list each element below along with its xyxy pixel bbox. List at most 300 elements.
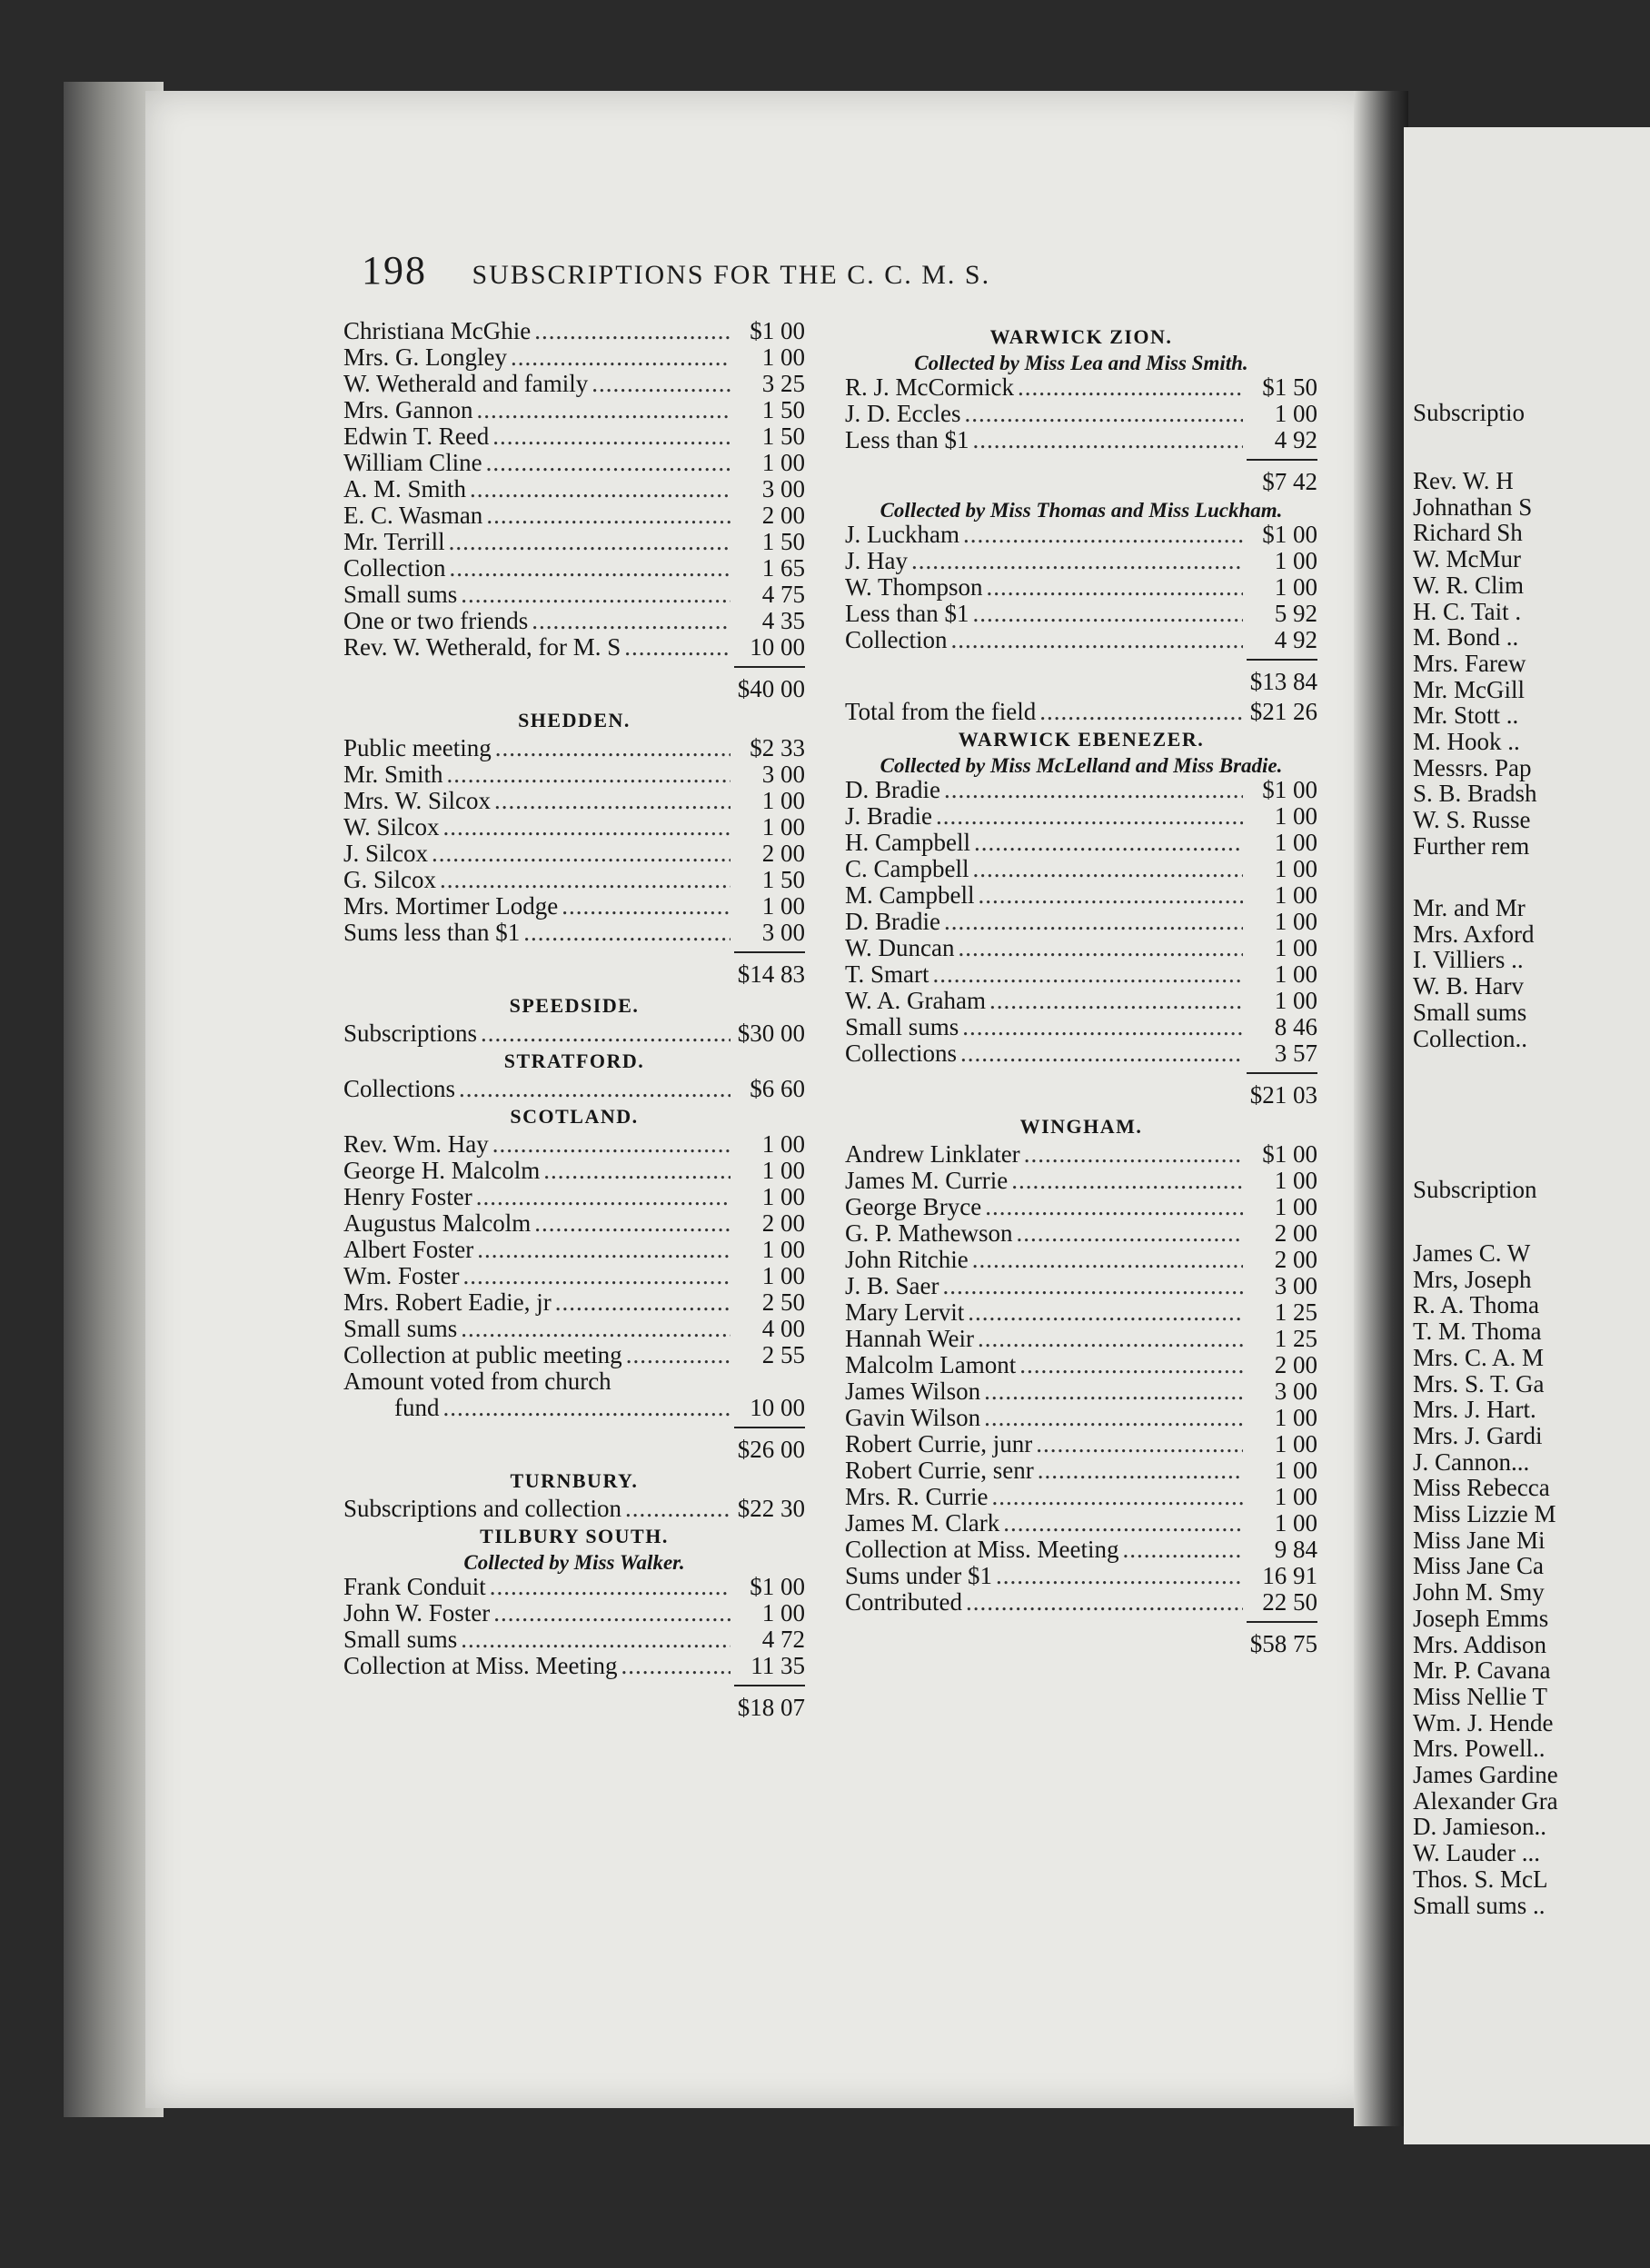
entry-row: [845, 961, 1317, 988]
leader-dots: [477, 397, 731, 423]
leader-dots: [486, 450, 731, 476]
entry-amount: 3 00: [761, 919, 805, 946]
subtotal-amount: $40 00: [737, 675, 805, 702]
entry-amount: 5 92: [1274, 600, 1317, 627]
entry-amount: 2 00: [761, 840, 805, 867]
entry-name: Mrs. R. Currie: [845, 1483, 989, 1510]
entry-amount: 22 50: [1262, 1588, 1317, 1616]
entry-amount: 4 92: [1274, 426, 1317, 453]
right-page-line: Mr. P. Cavana: [1413, 1656, 1551, 1685]
entry-row: [343, 920, 805, 946]
entry-amount: 1 00: [1274, 934, 1317, 961]
entry-name: Collection: [845, 626, 948, 653]
leader-dots: [962, 1014, 1243, 1040]
right-page-line: Wm. J. Hende: [1413, 1708, 1554, 1736]
leader-dots: [960, 1040, 1243, 1067]
right-page-line: Miss Rebecca: [1413, 1474, 1550, 1502]
entry-name: Albert Foster: [343, 1236, 474, 1263]
entry-name: Contributed: [845, 1588, 962, 1616]
subtotal-amount: $7 42: [1262, 468, 1317, 495]
right-page-line: Mrs, Joseph: [1413, 1265, 1532, 1293]
entry-amount: 1 00: [761, 787, 805, 814]
right-page-line: John M. Smy: [1413, 1578, 1545, 1606]
right-page-line: Mrs. J. Gardi: [1413, 1421, 1543, 1449]
entry-name: G. P. Mathewson: [845, 1219, 1013, 1247]
entry-name: Small sums: [343, 1626, 458, 1653]
section-heading: STRATFORD.: [503, 1049, 645, 1072]
entry-name: Small sums: [343, 1315, 458, 1342]
entry-name: Rev. W. Wetherald, for M. S: [343, 633, 621, 661]
entry-amount: $1 00: [1262, 521, 1317, 548]
leader-dots: [461, 1626, 731, 1653]
section-heading: SHEDDEN.: [518, 709, 631, 731]
leader-dots: [987, 574, 1243, 601]
entry-name: Mrs. G. Longley: [343, 343, 507, 371]
leader-dots: [932, 961, 1243, 988]
entry-name: Collection at public meeting: [343, 1341, 622, 1368]
total-rule: [1247, 659, 1317, 666]
entry-row: [343, 867, 805, 893]
leader-dots: [492, 423, 731, 450]
entry-row: [845, 1273, 1317, 1299]
entry-row: [343, 1368, 805, 1395]
subtotal-amount: $13 84: [1249, 668, 1317, 695]
entry-amount: 1 50: [761, 528, 805, 555]
leader-dots: [944, 777, 1243, 803]
entry-name: Subscriptions and collection: [343, 1495, 621, 1522]
entry-row: [845, 1484, 1317, 1510]
entry-row: [845, 1299, 1317, 1326]
entry-name: Public meeting: [343, 734, 492, 761]
leader-dots: [972, 427, 1243, 453]
entry-row: [343, 1496, 805, 1522]
right-page-line: Small sums ..: [1413, 1891, 1546, 1919]
entry-name: H. Campbell: [845, 829, 970, 856]
entry-row: [845, 1378, 1317, 1405]
entry-row: [343, 1600, 805, 1626]
leader-dots: [481, 1020, 731, 1047]
entry-amount: 1 00: [1274, 987, 1317, 1014]
leader-dots: [625, 1496, 731, 1522]
leader-dots: [1017, 1220, 1243, 1247]
entry-name: W. Silcox: [343, 813, 440, 841]
entry-row: [343, 1574, 805, 1600]
leader-dots: [1003, 1510, 1243, 1537]
entry-amount: 1 00: [1274, 1430, 1317, 1457]
entry-row: [845, 1563, 1317, 1589]
entry-name: Total from the field: [845, 698, 1037, 725]
leader-dots: [486, 502, 731, 529]
right-page-line: T. M. Thoma: [1413, 1318, 1542, 1346]
entry-name: J. B. Saer: [845, 1272, 939, 1299]
leader-dots: [532, 608, 731, 634]
entry-name: D. Bradie: [845, 776, 940, 803]
entry-amount: 1 00: [761, 1236, 805, 1263]
right-page-line: Mrs. C. A. M: [1413, 1343, 1545, 1371]
entry-amount: $1 00: [1262, 776, 1317, 803]
entry-row: [343, 1076, 805, 1102]
entry-row: [845, 1141, 1317, 1168]
subtotal-amount: $14 83: [737, 960, 805, 988]
entry-name: Edwin T. Reed: [343, 423, 490, 450]
entry-name: W. A. Graham: [845, 987, 986, 1014]
entry-amount: 3 57: [1274, 1040, 1317, 1067]
entry-amount: 1 50: [761, 396, 805, 423]
leader-dots: [989, 988, 1243, 1014]
entry-amount: 1 00: [761, 892, 805, 920]
leader-dots: [943, 1273, 1244, 1299]
entry-amount: 4 35: [761, 607, 805, 634]
entry-amount: 2 00: [761, 1209, 805, 1237]
leader-dots: [494, 788, 731, 814]
right-page-line: Richard Sh: [1413, 519, 1523, 547]
entry-amount: 1 00: [1274, 547, 1317, 574]
leader-dots: [958, 935, 1243, 961]
entry-row: [343, 371, 805, 397]
right-page-line: Joseph Emms: [1413, 1604, 1549, 1632]
entry-name: Small sums: [845, 1013, 959, 1040]
entry-row: [343, 1210, 805, 1237]
right-page-line: H. C. Tait .: [1413, 597, 1522, 625]
entry-name: Collections: [343, 1075, 455, 1102]
section-heading: SCOTLAND.: [510, 1105, 639, 1128]
leader-dots: [447, 761, 731, 788]
entry-row: [845, 522, 1317, 548]
entry-row: [845, 401, 1317, 427]
leader-dots: [974, 830, 1243, 856]
entry-name: Sums under $1: [845, 1562, 992, 1589]
entry-amount: 1 50: [761, 423, 805, 450]
entry-row: [343, 476, 805, 502]
leader-dots: [963, 522, 1243, 548]
entry-amount: 4 92: [1274, 626, 1317, 653]
entry-amount: 1 65: [761, 554, 805, 582]
entry-amount: 1 00: [761, 343, 805, 371]
leader-dots: [477, 1237, 731, 1263]
entry-name: James Wilson: [845, 1378, 981, 1405]
right-page-line: Miss Lizzie M: [1413, 1500, 1556, 1527]
entry-amount: 3 00: [1274, 1378, 1317, 1405]
entry-name: James M. Clark: [845, 1509, 1000, 1537]
entry-row: [343, 502, 805, 529]
entry-row: [845, 1352, 1317, 1378]
entry-row: [343, 1237, 805, 1263]
right-page-line: W. McMur: [1413, 545, 1521, 573]
right-page-line: Mrs. S. T. Ga: [1413, 1369, 1545, 1398]
entry-row: [845, 699, 1317, 725]
leader-dots: [440, 867, 731, 893]
entry-amount: 1 00: [761, 1183, 805, 1210]
page-number: 198: [362, 248, 427, 293]
total-rule: [1247, 1072, 1317, 1079]
entry-name: Frank Conduit: [343, 1573, 486, 1600]
entry-amount: 2 55: [761, 1341, 805, 1368]
entry-name: Gavin Wilson: [845, 1404, 981, 1431]
entry-amount: 1 00: [761, 1599, 805, 1626]
leader-dots: [449, 529, 731, 555]
entry-name: Collection at Miss. Meeting: [343, 1652, 618, 1679]
entry-name: W. Thompson: [845, 573, 983, 601]
entry-amount: 3 00: [1274, 1272, 1317, 1299]
right-page-line: I. Villiers ..: [1413, 946, 1524, 974]
leader-dots: [1122, 1537, 1243, 1563]
entry-row: [845, 1168, 1317, 1194]
entry-name: James M. Currie: [845, 1167, 1009, 1194]
entry-row: [343, 582, 805, 608]
entry-amount: 1 00: [1274, 1483, 1317, 1510]
right-page-line: Thos. S. McL: [1413, 1865, 1548, 1893]
leader-dots: [626, 1342, 731, 1368]
entry-name: Less than $1: [845, 426, 969, 453]
entry-name: Collections: [845, 1040, 957, 1067]
entry-row: [845, 427, 1317, 453]
entry-row: [343, 893, 805, 920]
entry-amount: 1 00: [1274, 829, 1317, 856]
leader-dots: [562, 893, 731, 920]
leader-dots: [911, 548, 1243, 574]
leader-dots: [534, 1210, 731, 1237]
entry-name: J. Luckham: [845, 521, 959, 548]
entry-name: Mrs. W. Silcox: [343, 787, 492, 814]
right-page-line: J. Cannon...: [1413, 1447, 1530, 1476]
entry-name: C. Campbell: [845, 855, 969, 882]
leader-dots: [1039, 699, 1243, 725]
leader-dots: [523, 920, 731, 946]
entry-amount: 1 00: [761, 449, 805, 476]
entry-amount: $1 00: [1262, 1140, 1317, 1168]
entry-amount: 1 00: [1274, 1404, 1317, 1431]
leader-dots: [492, 1131, 731, 1158]
total-rule: [734, 951, 805, 959]
leader-dots: [461, 582, 731, 608]
entry-name: William Cline: [343, 449, 482, 476]
entry-name: John Ritchie: [845, 1246, 969, 1273]
middle-column: [845, 323, 1317, 1661]
page-header: [362, 247, 1270, 293]
entry-name: J. D. Eccles: [845, 400, 961, 427]
right-page-line: M. Hook ..: [1413, 728, 1520, 755]
entry-name: G. Silcox: [343, 866, 437, 893]
leader-dots: [1024, 1141, 1243, 1168]
section-heading: TILBURY SOUTH.: [480, 1525, 669, 1547]
entry-name: Mrs. Robert Eadie, jr: [343, 1288, 552, 1316]
leader-dots: [1018, 374, 1243, 401]
entry-amount: 1 25: [1274, 1298, 1317, 1326]
entry-amount: 1 25: [1274, 1325, 1317, 1352]
entry-name: George H. Malcolm: [343, 1157, 541, 1184]
entry-row: [343, 634, 805, 661]
leader-dots: [495, 735, 731, 761]
entry-amount: 1 00: [1274, 908, 1317, 935]
entry-name: R. J. McCormick: [845, 373, 1014, 401]
entry-row: [845, 803, 1317, 830]
entry-row: [343, 608, 805, 634]
entry-row: [343, 397, 805, 423]
entry-row: [845, 574, 1317, 601]
entry-row: [343, 1342, 805, 1368]
entry-row: [845, 882, 1317, 909]
leader-dots: [1019, 1352, 1243, 1378]
entry-amount: 1 00: [1274, 960, 1317, 988]
right-page-line: Further rem: [1413, 831, 1530, 860]
entry-amount: 11 35: [750, 1652, 805, 1679]
right-page-line: Mrs. Axford: [1413, 920, 1535, 948]
entry-amount: $6 60: [750, 1075, 805, 1102]
entry-name: A. M. Smith: [343, 475, 467, 502]
right-page-line: Rev. W. H: [1413, 467, 1514, 494]
collector-note: Collected by Miss Walker.: [463, 1551, 685, 1574]
entry-amount: 4 72: [761, 1626, 805, 1653]
entry-row: [845, 1537, 1317, 1563]
entry-name: Subscriptions: [343, 1020, 478, 1047]
entry-amount: 3 00: [761, 475, 805, 502]
entry-row: [845, 830, 1317, 856]
entry-amount: $1 50: [1262, 373, 1317, 401]
right-page-line: Mrs. J. Hart.: [1413, 1396, 1536, 1424]
entry-amount: 1 00: [1274, 573, 1317, 601]
right-page-line: Mr. McGill: [1413, 675, 1526, 703]
right-page-line: Messrs. Pap: [1413, 753, 1532, 781]
right-page-line: Mr. and Mr: [1413, 894, 1526, 921]
entry-name: fund: [394, 1394, 440, 1421]
entry-row: [845, 856, 1317, 882]
right-page-line: Johnathan S: [1413, 492, 1533, 521]
entry-amount: 1 00: [1274, 802, 1317, 830]
entry-name: Collection: [343, 554, 446, 582]
entry-row: [343, 344, 805, 371]
subtotal-amount: $18 07: [737, 1694, 805, 1721]
leader-dots: [1036, 1431, 1243, 1457]
entry-amount: $21 26: [1249, 698, 1317, 725]
entry-name: Small sums: [343, 581, 458, 608]
entry-name: John W. Foster: [343, 1599, 491, 1626]
leader-dots: [936, 803, 1243, 830]
entry-row: [343, 1289, 805, 1316]
leader-dots: [443, 814, 731, 841]
right-page-line: M. Bond ..: [1413, 623, 1519, 652]
leader-dots: [973, 856, 1244, 882]
entry-amount: $30 00: [737, 1020, 805, 1047]
leader-dots: [470, 476, 731, 502]
total-rule: [734, 1685, 805, 1692]
right-page-line: Mr. Stott ..: [1413, 701, 1519, 730]
leader-dots: [449, 555, 731, 582]
entry-name: George Bryce: [845, 1193, 982, 1220]
subtotal-amount: $26 00: [737, 1436, 805, 1463]
entry-name: Hannah Weir: [845, 1325, 975, 1352]
entry-name: W. Wetherald and family: [343, 370, 589, 397]
leader-dots: [432, 841, 731, 867]
entry-amount: 3 00: [761, 761, 805, 788]
entry-name: Wm. Foster: [343, 1262, 460, 1289]
right-page-line: Miss Jane Mi: [1413, 1526, 1546, 1554]
entry-row: [343, 1395, 805, 1421]
entry-name: Robert Currie, senr: [845, 1457, 1034, 1484]
leader-dots: [476, 1184, 731, 1210]
entry-row: [343, 1020, 805, 1047]
right-page-line: W. Lauder ...: [1413, 1839, 1540, 1867]
leader-dots: [979, 882, 1244, 909]
entry-amount: 4 00: [761, 1315, 805, 1342]
entry-amount: $1 00: [750, 1573, 805, 1600]
entry-amount: 1 00: [1274, 400, 1317, 427]
leader-dots: [490, 1574, 731, 1600]
leader-dots: [978, 1326, 1243, 1352]
entry-amount: $2 33: [750, 734, 805, 761]
entry-row: [845, 1247, 1317, 1273]
right-page-line: Mrs. Addison: [1413, 1630, 1547, 1658]
entry-name: J. Hay: [845, 547, 908, 574]
right-page-line: R. A. Thoma: [1413, 1291, 1540, 1319]
entry-row: [845, 777, 1317, 803]
entry-row: [343, 1263, 805, 1289]
right-page-line: Mrs. Powell..: [1413, 1735, 1546, 1763]
entry-row: [343, 555, 805, 582]
entry-row: [845, 1405, 1317, 1431]
entry-name: Andrew Linklater: [845, 1140, 1020, 1168]
leader-dots: [463, 1263, 731, 1289]
total-rule: [1247, 459, 1317, 466]
entry-name: D. Bradie: [845, 908, 940, 935]
section-heading: WARWICK ZION.: [989, 325, 1173, 348]
entry-row: [845, 935, 1317, 961]
entry-row: [845, 1194, 1317, 1220]
leader-dots: [996, 1563, 1243, 1589]
entry-row: [845, 1457, 1317, 1484]
entry-amount: 4 75: [761, 581, 805, 608]
entry-name: M. Campbell: [845, 881, 975, 909]
right-page-line: Collection..: [1413, 1024, 1527, 1052]
leader-dots: [459, 1076, 731, 1102]
entry-row: [343, 1316, 805, 1342]
total-rule: [1247, 1621, 1317, 1628]
entry-name: Augustus Malcolm: [343, 1209, 532, 1237]
entry-amount: 10 00: [750, 1394, 805, 1421]
leader-dots: [985, 1194, 1243, 1220]
leader-dots: [1038, 1457, 1243, 1484]
entry-name: One or two friends: [343, 607, 529, 634]
entry-row: [845, 374, 1317, 401]
leader-dots: [511, 344, 731, 371]
collector-note: Collected by Miss McLelland and Miss Bradie.: [880, 754, 1283, 777]
entry-name: J. Silcox: [343, 840, 429, 867]
entry-name: Mrs. Mortimer Lodge: [343, 892, 559, 920]
entry-amount: 1 00: [1274, 1167, 1317, 1194]
leader-dots: [493, 1600, 731, 1626]
entry-row: [343, 450, 805, 476]
entry-row: [343, 735, 805, 761]
right-page-line: D. Jamieson..: [1413, 1813, 1546, 1841]
leader-dots: [992, 1484, 1244, 1510]
entry-name: Mrs. Gannon: [343, 396, 473, 423]
section-heading: SPEEDSIDE.: [509, 994, 640, 1017]
entry-amount: 2 50: [761, 1288, 805, 1316]
entry-name: Mr. Smith: [343, 761, 443, 788]
right-page-line: Alexander Gra: [1413, 1786, 1558, 1815]
section-heading: TURNBURY.: [510, 1469, 639, 1492]
entry-row: [343, 814, 805, 841]
entry-name: W. Duncan: [845, 934, 955, 961]
right-page-line: James C. W: [1413, 1239, 1531, 1267]
leader-dots: [944, 909, 1243, 935]
right-page-line: Small sums: [1413, 998, 1527, 1026]
entry-amount: 1 00: [761, 1157, 805, 1184]
entry-row: [845, 1510, 1317, 1537]
entry-name: J. Bradie: [845, 802, 932, 830]
entry-name: Henry Foster: [343, 1183, 472, 1210]
right-page-line: S. B. Bradsh: [1413, 780, 1537, 808]
entry-name: Rev. Wm. Hay: [343, 1130, 489, 1158]
